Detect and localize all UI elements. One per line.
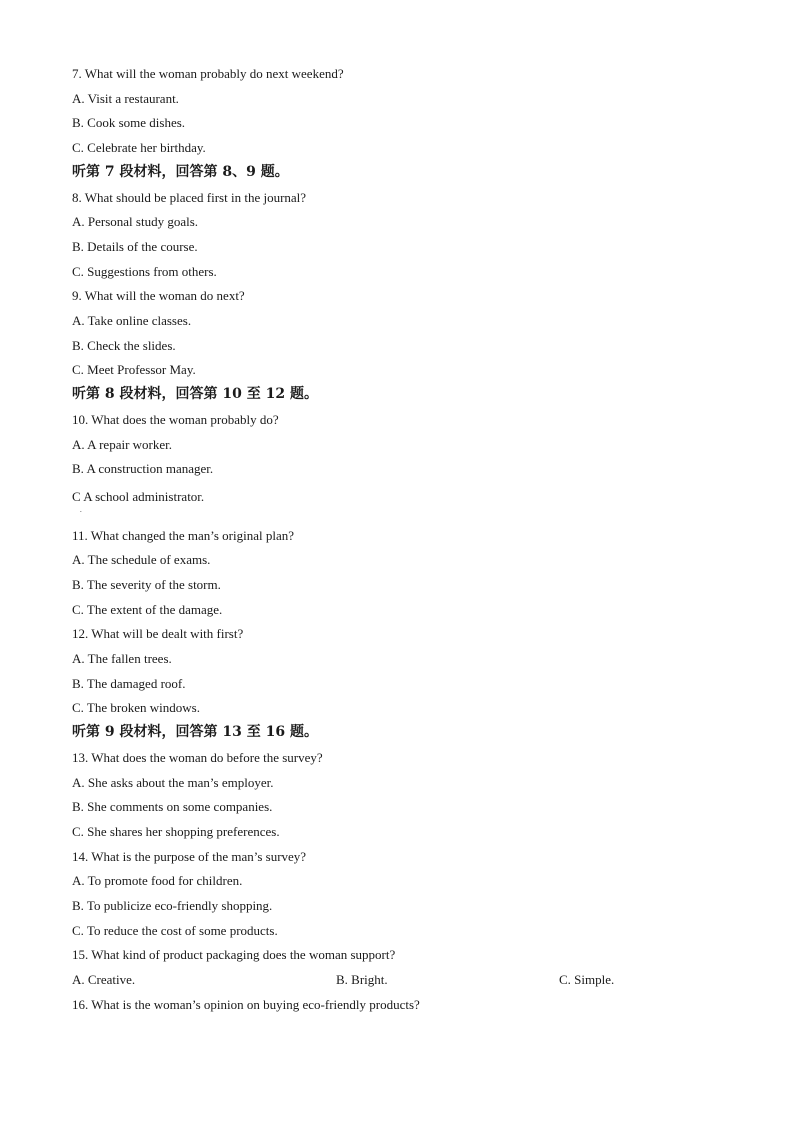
section-heading-7: 听第 7 段材料，回答第 8、9 题。 [72, 164, 289, 180]
question-14: 14. What is the purpose of the man’s survey? [72, 849, 307, 864]
q8-option-c: C. Suggestions from others. [72, 264, 217, 279]
section-heading-8: 听第 8 段材料，回答第 10 至 12 题。 [72, 386, 318, 402]
q11-option-b: B. The severity of the storm. [72, 577, 221, 592]
question-7: 7. What will the woman probably do next weekend? [72, 66, 344, 81]
q15-option-b: B. Bright. [336, 972, 388, 987]
q14-option-c: C. To reduce the cost of some products. [72, 923, 278, 938]
q15-option-c: C. Simple. [559, 972, 615, 987]
q10-option-a: A. A repair worker. [72, 437, 173, 452]
q10-option-c: C A school administrator. [72, 489, 205, 504]
q11-option-c: C. The extent of the damage. [72, 602, 223, 617]
q9-option-a: A. Take online classes. [72, 313, 192, 328]
question-13: 13. What does the woman do before the survey? [72, 750, 323, 765]
q13-option-b: B. She comments on some companies. [72, 799, 273, 814]
q9-option-b: B. Check the slides. [72, 338, 176, 353]
section-heading-9: 听第 9 段材料，回答第 13 至 16 题。 [72, 724, 318, 740]
question-9: 9. What will the woman do next? [72, 288, 245, 303]
q7-option-a: A. Visit a restaurant. [72, 91, 179, 106]
question-8: 8. What should be placed first in the journal? [72, 190, 307, 205]
question-10: 10. What does the woman probably do? [72, 412, 279, 427]
question-11: 11. What changed the man’s original plan? [72, 528, 295, 543]
q8-option-b: B. Details of the course. [72, 239, 198, 254]
question-12: 12. What will be dealt with first? [72, 626, 244, 641]
q15-option-a: A. Creative. [72, 972, 136, 987]
q7-option-c: C. Celebrate her birthday. [72, 140, 206, 155]
q10-option-b: B. A construction manager. [72, 461, 214, 476]
q12-option-a: A. The fallen trees. [72, 651, 172, 666]
question-16: 16. What is the woman’s opinion on buying eco-friendly products? [72, 997, 420, 1012]
q14-option-a: A. To promote food for children. [72, 873, 243, 888]
question-15: 15. What kind of product packaging does the woman support? [72, 947, 396, 962]
stray-dot-mark: . [80, 506, 82, 514]
q13-option-c: C. She shares her shopping preferences. [72, 824, 280, 839]
q12-option-b: B. The damaged roof. [72, 676, 186, 691]
q7-option-b: B. Cook some dishes. [72, 115, 186, 130]
q8-option-a: A. Personal study goals. [72, 214, 199, 229]
q12-option-c: C. The broken windows. [72, 700, 200, 715]
q14-option-b: B. To publicize eco-friendly shopping. [72, 898, 273, 913]
q13-option-a: A. She asks about the man’s employer. [72, 775, 274, 790]
q9-option-c: C. Meet Professor May. [72, 362, 196, 377]
q11-option-a: A. The schedule of exams. [72, 552, 211, 567]
